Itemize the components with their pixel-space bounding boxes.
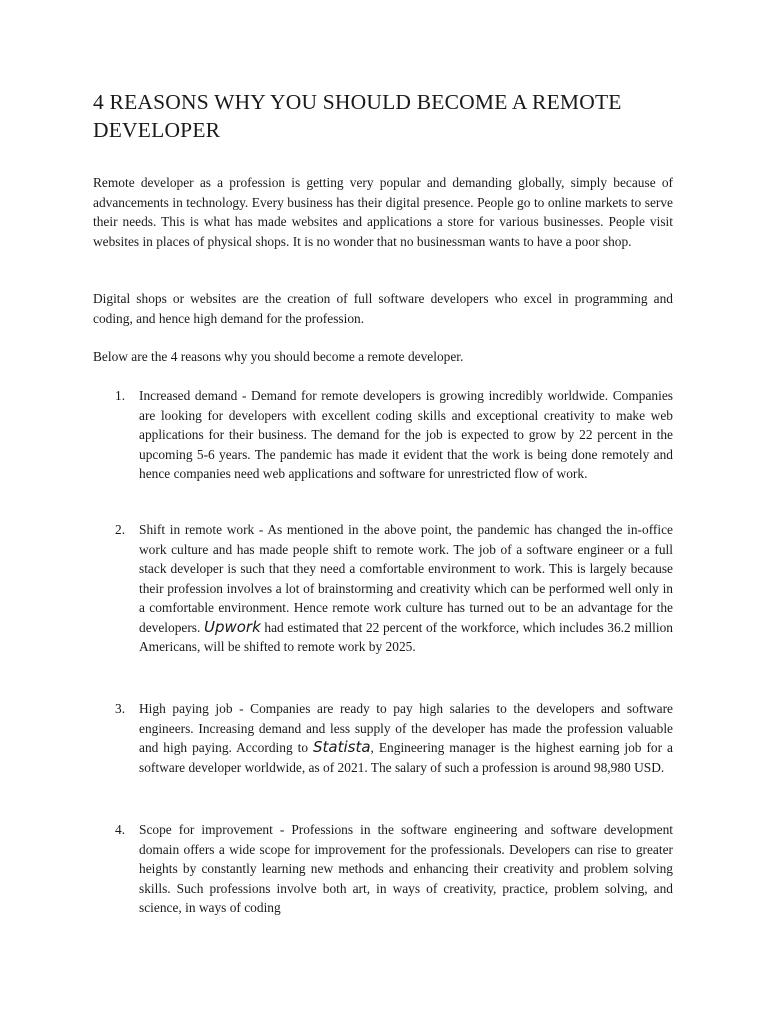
list-item [93,820,673,918]
reasons-intro-paragraph: Below are the 4 reasons why you should become a remote developer. [93,349,464,364]
document-title: 4 REASONS WHY YOU SHOULD BECOME A REMOTE DEVELOPER [93,90,622,142]
digital-shops-paragraph: Digital shops or websites are the creation of full software developers who excel in programming and coding, and hence high demand for the profession. [93,291,673,326]
upwork-link[interactable]: Upwork [203,617,261,636]
list-item-number: 2. [115,522,126,537]
list-item-number: 3. [115,701,126,716]
list-item-text [139,699,673,777]
list-item-text-end: , Engineering manager is the highest earning job for a software developer worldwide, as of 2021. The salary of such a profession is around 98,980 USD. [139,740,673,775]
list-item [93,699,673,777]
list-item-number: 1. [115,388,126,403]
list-item-text-end: had estimated that 22 percent of the workforce, which includes 36.2 million Americans, will be shifted to remote work by 2025. [139,619,673,654]
list-item-text: Scope for improvement - Professions in the software engineering and software development domain offers a wide scope for improvement for the professionals. Developers can rise to greater heights by constantly learning new methods and enhancing their creativity and problem solving skills. Such professions involve both art, in ways of creativity, practice, problem solving, and science, in ways of coding [139,822,673,915]
list-item-text: Increased demand - Demand for remote developers is growing incredibly worldwide. Companies are looking for developers with excellent coding skills and exceptional creativity to make web applications for their business. The demand for the job is expected to grow by 22 percent in the upcoming 5-6 years. The pandemic has made it evident that the work is being done remotely and hence companies need web applications and software for unrestricted flow of work. [139,388,673,481]
list-item-text-start: Shift in remote work - As mentioned in the above point, the pandemic has changed the in-office work culture and has made people shift to remote work. The job of a software engineer or a full stack developer is such that they need a comfortable environment to work. This is largely because their profession involves a lot of brainstorming and creativity which can be performed well only in a comfortable environment. Hence remote work culture has turned out to be an advantage for the developers. [139,522,673,635]
list-item-text-start: High paying job - Companies are ready to pay high salaries to the developers and software engineers. Increasing demand and less supply of the developer has made the profession valuable and high paying. According to [139,701,673,755]
intro-paragraph: Remote developer as a profession is getting very popular and demanding globally, simply because of advancements in technology. Every business has their digital presence. People go to online markets to serve their needs. This is what has made websites and applications a store for various businesses. People visit websites in places of physical shops. It is no wonder that no businessman wants to have a poor shop. [93,175,673,249]
list-item-text [139,520,673,657]
statista-link[interactable]: Statista [313,738,371,756]
list-item [93,386,673,484]
list-item-number: 4. [115,822,126,837]
list-item [93,520,673,657]
